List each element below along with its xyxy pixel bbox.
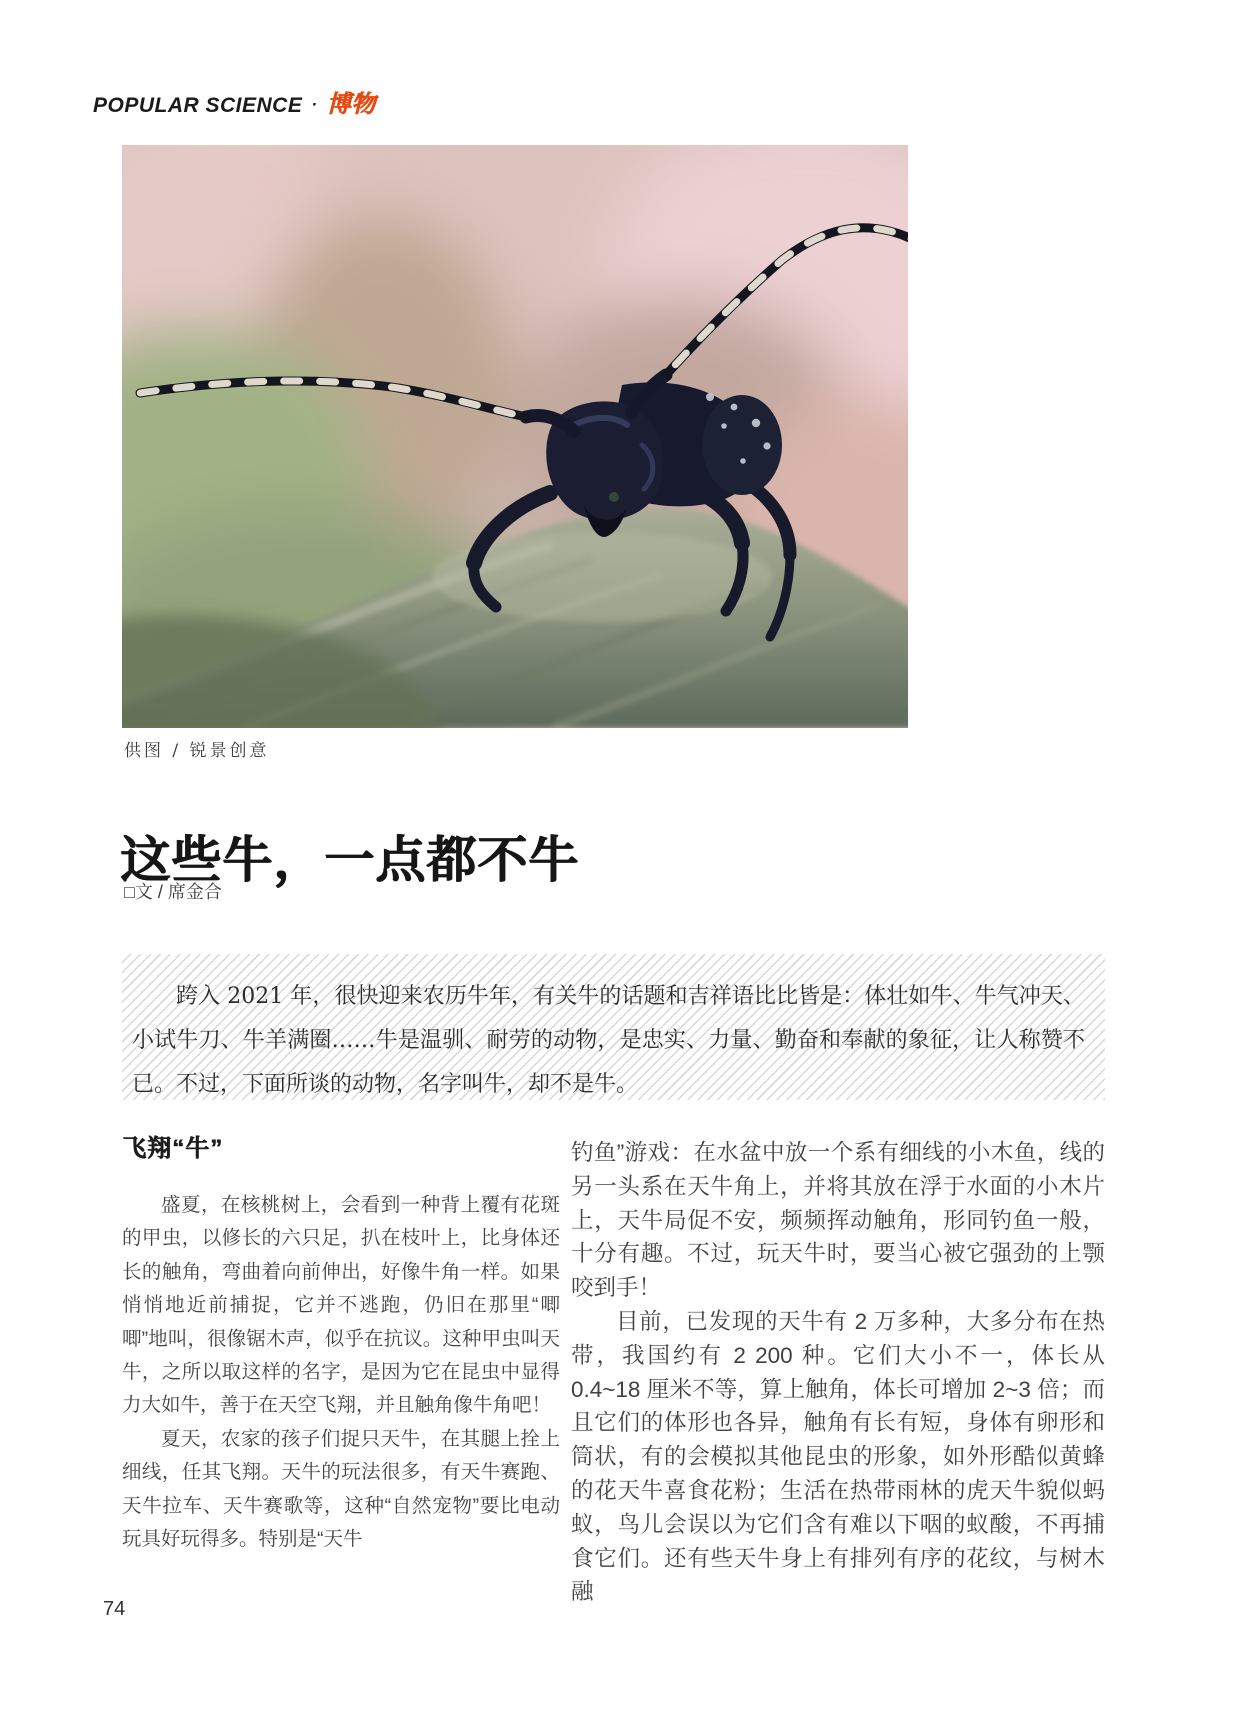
brand-en: POPULAR SCIENCE [93,94,303,117]
article-photo [122,145,908,728]
right-column [571,1136,1105,1609]
intro-box [122,954,1105,1100]
brand-cn: 博物 [326,91,376,118]
brand-separator-dot: · [311,95,318,114]
page-number: 74 [103,1598,126,1620]
longhorn-beetle-photo-illustration [122,145,908,728]
section-heading: 飞翔“牛” [122,1135,223,1162]
article-title: 这些牛，一点都不牛 [120,831,579,888]
left-column [122,1128,560,1556]
body-paragraph: 钓鱼”游戏：在水盆中放一个系有细线的小木鱼，线的另一头系在天牛角上，并将其放在浮于水面的小木片上，天牛局促不安，频频挥动触角，形同钓鱼一般，十分有趣。不过，玩天牛时，要当心被它强劲的上颚咬到手！ [571,1140,1105,1301]
photo-caption: 供图 / 锐景创意 [124,741,270,761]
body-paragraph: 夏天，农家的孩子们捉只天牛，在其腿上拴上细线，任其飞翔。天牛的玩法很多，有天牛赛跑、天牛拉车、天牛赛歌等，这种“自然宠物”要比电动玩具好玩得多。特别是“天牛 [122,1427,560,1551]
body-paragraph: 目前，已发现的天牛有 2 万多种，大多分布在热带，我国约有 2 200 种。它们大小不一，体长从 0.4~18 厘米不等，算上触角，体长可增加 2~3 倍；而且它们的体形也各异，触角有长有短，身体有卵形和筒状，有的会模拟其他昆虫的形象，如外形酷似黄蜂的花天牛喜食花粉；生活在热带雨林的虎天牛貌似蚂蚁，鸟儿会误以为它们含有难以下咽的蚁酸，不再捕食它们。还有些天牛身上有排列有序的花纹，与树木融 [571,1308,1105,1605]
page-header [93,84,376,119]
article-byline: □文 / 席金合 [124,882,222,902]
body-paragraph: 盛夏，在核桃树上，会看到一种背上覆有花斑的甲虫，以修长的六只足，扒在枝叶上，比身体还长的触角，弯曲着向前伸出，好像牛角一样。如果悄悄地近前捕捉，它并不逃跑，仍旧在那里“唧唧”地叫，很像锯木声，似乎在抗议。这种甲虫叫天牛，之所以取这样的名字，是因为它在昆虫中显得力大如牛，善于在天空飞翔，并且触角像牛角吧！ [122,1194,560,1417]
intro-text: 跨入 2021 年，很快迎来农历牛年，有关牛的话题和吉祥语比比皆是：体壮如牛、牛气冲天、小试牛刀、牛羊满圈……牛是温驯、耐劳的动物，是忠实、力量、勤奋和奉献的象征，让人称赞不已。不过，下面所谈的动物，名字叫牛，却不是牛。 [132,984,1085,1097]
